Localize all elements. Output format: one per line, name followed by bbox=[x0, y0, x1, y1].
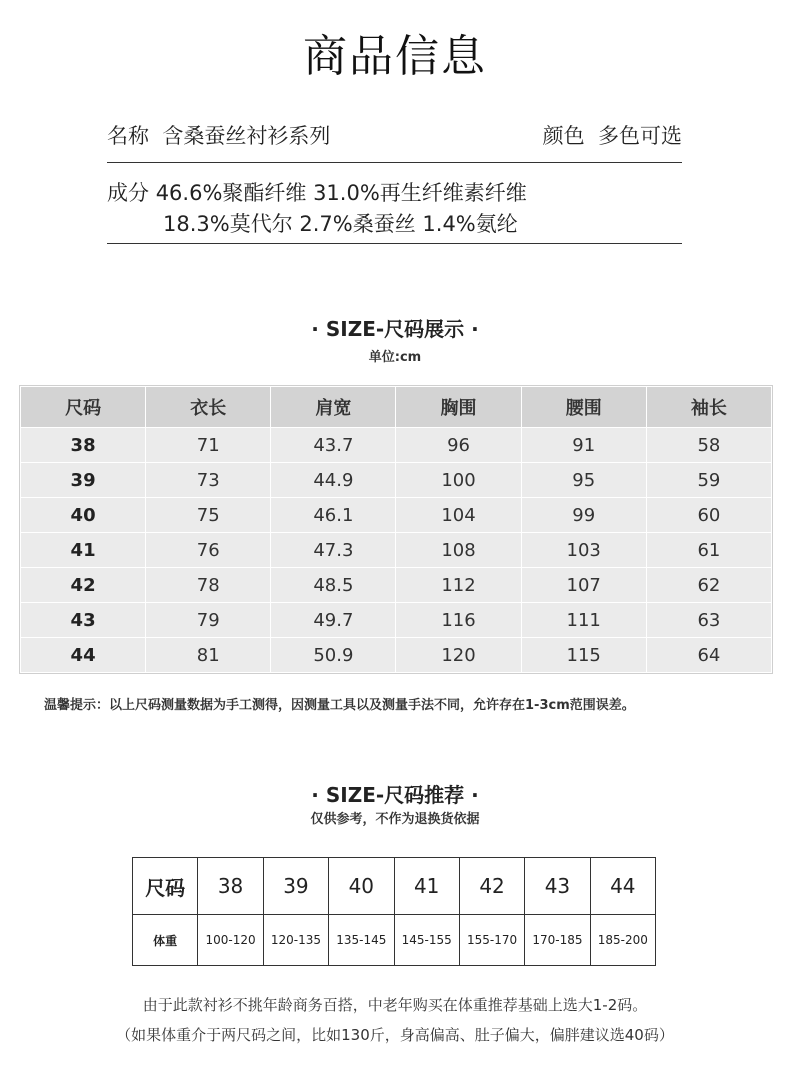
size-cell: 44 bbox=[21, 638, 146, 673]
weight-value-cell: 100-120 bbox=[198, 915, 263, 966]
header-cell: 尺码 bbox=[21, 387, 146, 428]
table-cell: 47.3 bbox=[271, 533, 396, 568]
recommend-table bbox=[132, 857, 656, 966]
composition-line-2: 18.3%莫代尔 2.7%桑蚕丝 1.4%氨纶 bbox=[163, 212, 518, 236]
size-table-header bbox=[21, 387, 772, 428]
size-cell: 38 bbox=[21, 428, 146, 463]
size-cell: 40 bbox=[21, 498, 146, 533]
weight-value-cell: 120-135 bbox=[263, 915, 328, 966]
weight-value-cell: 170-185 bbox=[525, 915, 590, 966]
weight-value-cell: 145-155 bbox=[394, 915, 459, 966]
table-cell: 61 bbox=[646, 533, 771, 568]
size-display-title: · SIZE-尺码展示 · bbox=[311, 317, 479, 341]
table-cell: 99 bbox=[521, 498, 646, 533]
composition-label: 成分 bbox=[107, 181, 149, 205]
table-cell: 104 bbox=[396, 498, 521, 533]
name-value: 含桑蚕丝衬衫系列 bbox=[162, 124, 331, 148]
size-label-cell: 尺码 bbox=[133, 858, 198, 915]
weight-value-cell: 185-200 bbox=[590, 915, 655, 966]
table-cell: 81 bbox=[146, 638, 271, 673]
recommend-size-row bbox=[133, 858, 656, 915]
composition bbox=[107, 178, 527, 240]
table-cell: 43.7 bbox=[271, 428, 396, 463]
table-row bbox=[21, 463, 772, 498]
size-cell: 43 bbox=[21, 603, 146, 638]
table-cell: 75 bbox=[146, 498, 271, 533]
table-cell: 59 bbox=[646, 463, 771, 498]
size-recommend-title: · SIZE-尺码推荐 · bbox=[311, 783, 479, 807]
table-cell: 62 bbox=[646, 568, 771, 603]
size-value-cell: 42 bbox=[459, 858, 524, 915]
table-cell: 95 bbox=[521, 463, 646, 498]
table-cell: 46.1 bbox=[271, 498, 396, 533]
size-table bbox=[20, 386, 772, 673]
size-value-cell: 44 bbox=[590, 858, 655, 915]
header-cell: 肩宽 bbox=[271, 387, 396, 428]
page-title: 商品信息 bbox=[303, 31, 487, 82]
size-recommend-subtitle: 仅供参考，不作为退换货依据 bbox=[310, 812, 480, 827]
table-cell: 112 bbox=[396, 568, 521, 603]
recommend-weight-row bbox=[133, 915, 656, 966]
color-value: 多色可选 bbox=[598, 124, 682, 148]
weight-label-cell: 体重 bbox=[133, 915, 198, 966]
recommend-note-1: 由于此款衬衫不挑年龄商务百搭，中老年购买在体重推荐基础上选大1-2码。 bbox=[142, 996, 648, 1014]
table-cell: 100 bbox=[396, 463, 521, 498]
weight-value-cell: 135-145 bbox=[329, 915, 394, 966]
divider-1 bbox=[107, 162, 682, 163]
table-cell: 120 bbox=[396, 638, 521, 673]
table-cell: 76 bbox=[146, 533, 271, 568]
weight-value-cell: 155-170 bbox=[459, 915, 524, 966]
table-cell: 50.9 bbox=[271, 638, 396, 673]
table-row bbox=[21, 603, 772, 638]
size-cell: 42 bbox=[21, 568, 146, 603]
table-cell: 73 bbox=[146, 463, 271, 498]
table-cell: 58 bbox=[646, 428, 771, 463]
table-cell: 49.7 bbox=[271, 603, 396, 638]
table-cell: 44.9 bbox=[271, 463, 396, 498]
color-label: 颜色 bbox=[542, 124, 585, 148]
table-row bbox=[21, 568, 772, 603]
name-label: 名称 bbox=[107, 124, 149, 148]
table-cell: 60 bbox=[646, 498, 771, 533]
header-cell: 衣长 bbox=[146, 387, 271, 428]
size-value-cell: 38 bbox=[198, 858, 263, 915]
name-color-row bbox=[107, 120, 682, 150]
divider-2 bbox=[107, 243, 682, 244]
table-cell: 111 bbox=[521, 603, 646, 638]
table-cell: 115 bbox=[521, 638, 646, 673]
table-cell: 91 bbox=[521, 428, 646, 463]
size-cell: 41 bbox=[21, 533, 146, 568]
color-block bbox=[543, 120, 682, 150]
size-value-cell: 40 bbox=[329, 858, 394, 915]
table-cell: 63 bbox=[646, 603, 771, 638]
table-row bbox=[21, 428, 772, 463]
table-cell: 78 bbox=[146, 568, 271, 603]
table-cell: 64 bbox=[646, 638, 771, 673]
header-cell: 袖长 bbox=[646, 387, 771, 428]
table-row bbox=[21, 498, 772, 533]
table-row bbox=[21, 533, 772, 568]
size-cell: 39 bbox=[21, 463, 146, 498]
size-value-cell: 41 bbox=[394, 858, 459, 915]
header-cell: 腰围 bbox=[521, 387, 646, 428]
table-cell: 79 bbox=[146, 603, 271, 638]
table-cell: 107 bbox=[521, 568, 646, 603]
table-row bbox=[21, 638, 772, 673]
table-cell: 71 bbox=[146, 428, 271, 463]
recommend-note-2: （如果体重介于两尺码之间，比如130斤，身高偏高、肚子偏大，偏胖建议选40码） bbox=[116, 1026, 674, 1044]
size-unit: 单位:cm bbox=[368, 350, 422, 365]
measurement-tip: 温馨提示：以上尺码测量数据为手工测得，因测量工具以及测量手法不同，允许存在1-3cm范围误差。 bbox=[44, 698, 635, 713]
table-cell: 96 bbox=[396, 428, 521, 463]
table-cell: 116 bbox=[396, 603, 521, 638]
table-cell: 103 bbox=[521, 533, 646, 568]
table-cell: 48.5 bbox=[271, 568, 396, 603]
size-value-cell: 43 bbox=[525, 858, 590, 915]
header-cell: 胸围 bbox=[396, 387, 521, 428]
composition-line-1: 46.6%聚酯纤维 31.0%再生纤维素纤维 bbox=[155, 181, 527, 205]
size-value-cell: 39 bbox=[263, 858, 328, 915]
table-cell: 108 bbox=[396, 533, 521, 568]
